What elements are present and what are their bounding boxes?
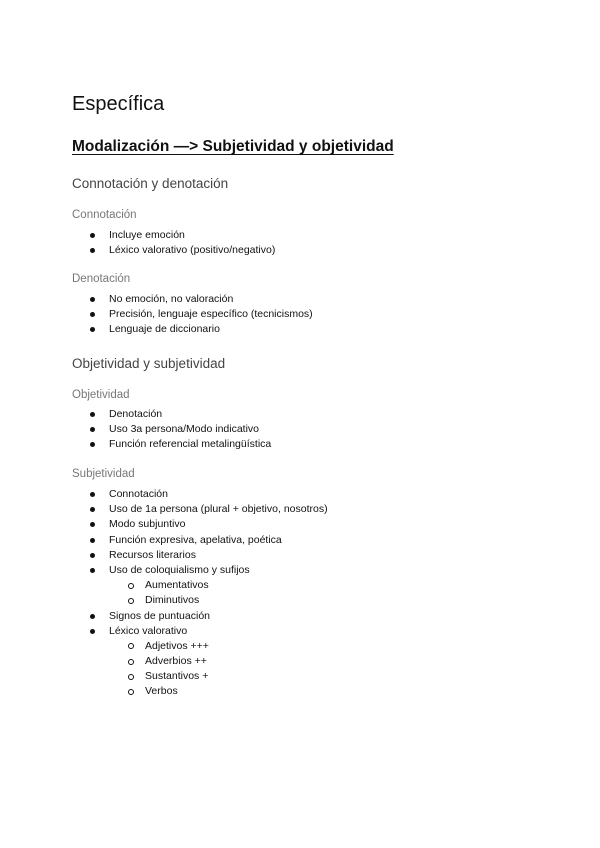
bullet-icon [90, 568, 95, 573]
list-item: Función expresiva, apelativa, poética [0, 533, 328, 548]
sub-list-item: Adverbios ++ [0, 654, 328, 669]
connotacion-list [0, 228, 275, 258]
list-item: Modo subjuntivo [0, 517, 328, 532]
heading-objetividad-subjetividad: Objetividad y subjetividad [72, 356, 226, 371]
bullet-icon [90, 233, 95, 238]
section-heading: Modalización —> Subjetividad y objetividad [72, 138, 394, 155]
list-item: Connotación [0, 487, 328, 502]
sub-list-item: Adjetivos +++ [0, 639, 328, 654]
hollow-bullet-icon [128, 674, 134, 680]
list-item: Función referencial metalingüística [0, 437, 271, 452]
subjetividad-list [0, 487, 328, 700]
bullet-icon [90, 522, 95, 527]
bullet-icon [90, 492, 95, 497]
heading-connotacion-denotacion: Connotación y denotación [72, 176, 229, 191]
denotacion-list [0, 292, 313, 338]
hollow-bullet-icon [128, 659, 134, 665]
list-item: Léxico valorativo (positivo/negativo) [0, 243, 275, 258]
hollow-bullet-icon [128, 689, 134, 695]
subheading-objetividad: Objetividad [72, 389, 130, 401]
list-item: Incluye emoción [0, 228, 275, 243]
bullet-icon [90, 614, 95, 619]
subheading-denotacion: Denotación [72, 273, 131, 285]
hollow-bullet-icon [128, 643, 134, 649]
bullet-icon [90, 327, 95, 332]
bullet-icon [90, 427, 95, 432]
bullet-icon [90, 297, 95, 302]
list-item: Signos de puntuación [0, 609, 328, 624]
list-item: Precisión, lenguaje específico (tecnicismos) [0, 307, 313, 322]
bullet-icon [90, 442, 95, 447]
objetividad-list [0, 407, 271, 453]
bullet-icon [90, 507, 95, 512]
hollow-bullet-icon [128, 583, 134, 589]
subheading-subjetividad: Subjetividad [72, 468, 135, 480]
hollow-bullet-icon [128, 598, 134, 604]
bullet-icon [90, 553, 95, 558]
sub-list-item: Verbos [0, 684, 328, 699]
sub-list-item: Aumentativos [0, 578, 328, 593]
subheading-connotacion: Connotación [72, 209, 137, 221]
list-item: Léxico valorativo [0, 624, 328, 639]
page-title: Específica [72, 93, 165, 115]
sub-list-item: Diminutivos [0, 593, 328, 608]
list-item: Lenguaje de diccionario [0, 322, 313, 337]
list-item: Denotación [0, 407, 271, 422]
bullet-icon [90, 312, 95, 317]
bullet-icon [90, 538, 95, 543]
bullet-icon [90, 412, 95, 417]
bullet-icon [90, 629, 95, 634]
list-item: Uso 3a persona/Modo indicativo [0, 422, 271, 437]
list-item: Recursos literarios [0, 548, 328, 563]
bullet-icon [90, 248, 95, 253]
sub-list-item: Sustantivos + [0, 669, 328, 684]
list-item: No emoción, no valoración [0, 292, 313, 307]
list-item: Uso de coloquialismo y sufijos [0, 563, 328, 578]
list-item: Uso de 1a persona (plural + objetivo, nosotros) [0, 502, 328, 517]
